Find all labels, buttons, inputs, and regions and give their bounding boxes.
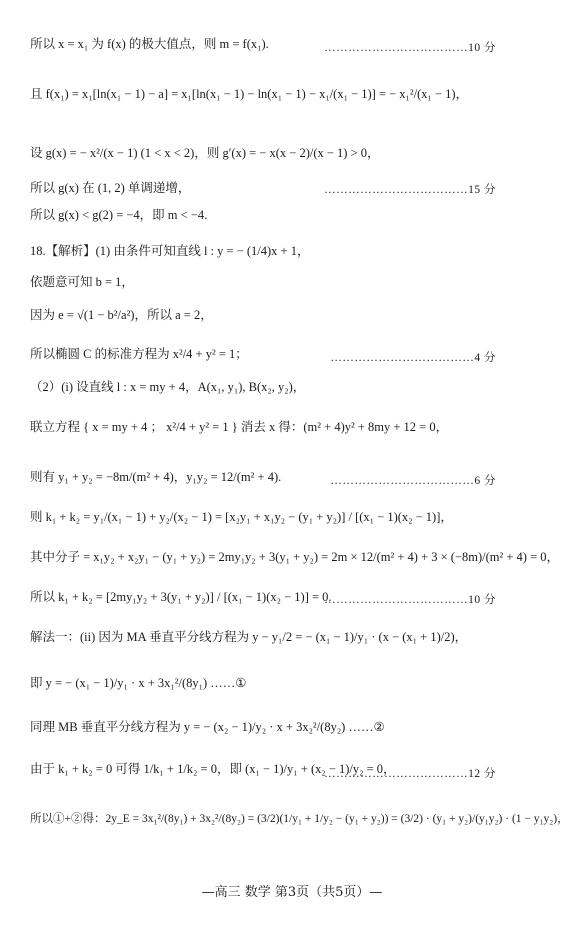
line-16: 解法一：(ii) 因为 MA 垂直平分线方程为 y − y₁/2 = − (x₁ − 1)/y₁ · (x − (x₁ + 1)/2)， (30, 630, 468, 644)
line-6: 18.【解析】(1) 由条件可知直线 l : y = − (1/4)x + 1， (30, 244, 310, 258)
score-3: ………………………………4 分 (330, 352, 496, 364)
line-12: 则有 y₁ + y₂ = −8m/(m² + 4)，y₁y₂ = 12/(m² + 4). (30, 470, 282, 484)
line-7: 依题意可知 b = 1， (30, 275, 134, 289)
score-1: ………………………………10 分 (324, 42, 496, 54)
line-14: 其中分子 = x₁y₂ + x₂y₁ − (y₁ + y₂) = 2my₁y₂ + 3(y₁ + y₂) = 2m × 12/(m² + 4) + 3 × (−8m)/(m² + 4) = 0， (30, 550, 560, 564)
score-4: ………………………………6 分 (330, 475, 496, 487)
line-1: 所以 x = x₁ 为 f(x) 的极大值点，则 m = f(x₁). (30, 37, 269, 51)
line-4: 所以 g(x) 在 (1, 2) 单调递增， (30, 181, 191, 195)
score-5: ………………………………10 分 (324, 594, 496, 606)
line-20: 所以①+②得：2y_E = 3x₁²/(8y₁) + 3x₂²/(8y₂) = (3/2)(1/y₁ + 1/y₂ − (y₁ + y₂)) = (3/2) · (y₁ + y₂)/(y₁y₂) · (1 − y₁y₂)， (30, 813, 569, 825)
line-19: 由于 k₁ + k₂ = 0 可得 1/k₁ + 1/k₂ = 0，即 (x₁ − 1)/y₁ + (x₂ − 1)/y₂ = 0， (30, 762, 396, 776)
line-3: 设 g(x) = − x²/(x − 1) (1 < x < 2)，则 g′(x) = − x(x − 2)/(x − 1) > 0， (30, 146, 380, 160)
line-5: 所以 g(x) < g(2) = −4，即 m < −4. (30, 208, 208, 222)
line-2: 且 f(x₁) = x₁[ln(x₁ − 1) − a] = x₁[ln(x₁ − 1) − ln(x₁ − 1) − x₁/(x₁ − 1)] = − x₁²/(x₁ − 1)， (30, 87, 469, 101)
line-13: 则 k₁ + k₂ = y₁/(x₁ − 1) + y₂/(x₂ − 1) = [x₂y₁ + x₁y₂ − (y₁ + y₂)] / [(x₁ − 1)(x₂ − 1)]， (30, 510, 453, 524)
page-footer: —高三 数学 第3页（共5页）— (201, 885, 383, 900)
line-18: 同理 MB 垂直平分线方程为 y = − (x₂ − 1)/y₂ · x + 3x₂²/(8y₂) ……② (30, 720, 385, 734)
line-17: 即 y = − (x₁ − 1)/y₁ · x + 3x₁²/(8y₁) ……① (30, 676, 247, 690)
score-2: ………………………………15 分 (324, 184, 496, 196)
line-15: 所以 k₁ + k₂ = [2my₁y₂ + 3(y₁ + y₂)] / [(x₁ − 1)(x₂ − 1)] = 0. (30, 590, 332, 604)
line-10: （2）(i) 设直线 l : x = my + 4，A(x₁, y₁), B(x₂, y₂)， (30, 380, 306, 394)
line-11: 联立方程 { x = my + 4 ； x²/4 + y² = 1 } 消去 x 得：(m² + 4)y² + 8my + 12 = 0， (30, 420, 449, 434)
line-9: 所以椭圆 C 的标准方程为 x²/4 + y² = 1； (30, 347, 248, 361)
line-8: 因为 e = √(1 − b²/a²)，所以 a = 2， (30, 308, 213, 322)
score-6: ………………………………12 分 (324, 768, 496, 780)
